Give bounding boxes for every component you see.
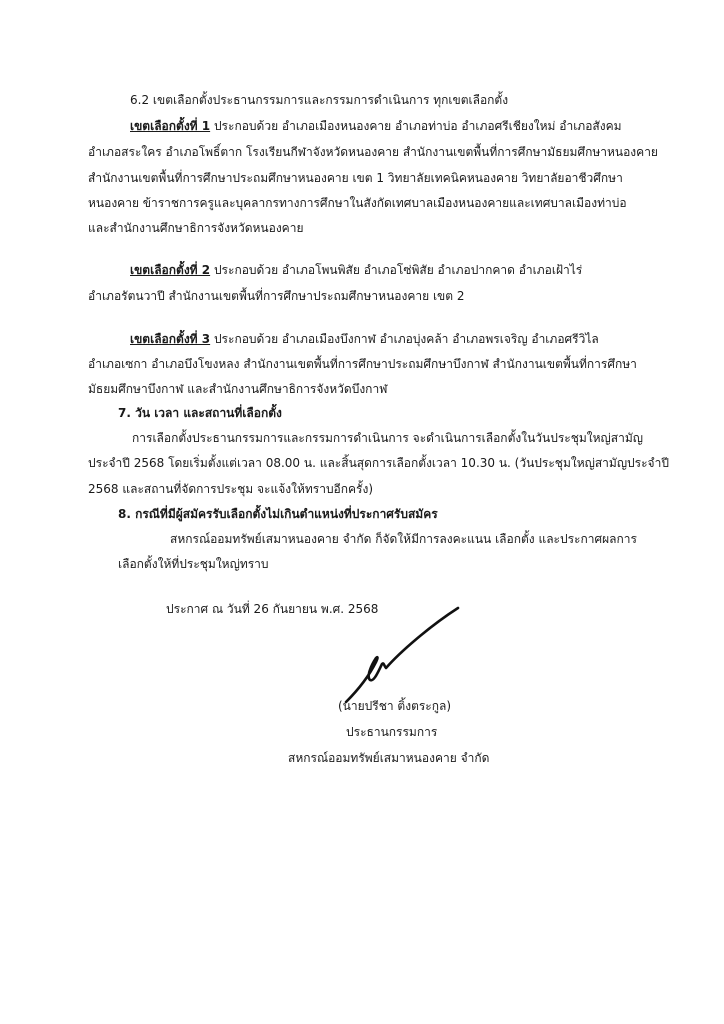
district-1-text-1: ประกอบด้วย อำเภอเมืองหนองคาย อำเภอท่าบ่อ อำเภอศรีเชียงใหม่ อำเภอสังคม [210, 119, 622, 133]
district-2-line-2: อำเภอรัตนวาปี สำนักงานเขตพื้นที่การศึกษาประถมศึกษาหนองคาย เขต 2 [88, 289, 465, 303]
section-62-heading: 6.2 เขตเลือกตั้งประธานกรรมการและกรรมการดำเนินการ ทุกเขตเลือกตั้ง [130, 93, 509, 107]
section-8-line-2: เลือกตั้งให้ที่ประชุมใหญ่ทราบ [118, 557, 269, 571]
section-8-heading: 8. กรณีที่มีผู้สมัครรับเลือกตั้งไม่เกินตำแหน่งที่ประกาศรับสมัคร [118, 507, 438, 521]
district-1-line-1 [130, 118, 622, 134]
section-7-line-2: ประจำปี 2568 โดยเริ่มตั้งแต่เวลา 08.00 น. และสิ้นสุดการเลือกตั้งเวลา 10.30 น. (วันประชุมใหญ่สามัญประจำปี [88, 456, 669, 470]
district-3-line-1 [130, 331, 599, 347]
section-8-line-1: สหกรณ์ออมทรัพย์เสมาหนองคาย จำกัด ก็จัดให้มีการลงคะแนน เลือกตั้ง และประกาศผลการ [170, 532, 637, 546]
district-1-line-5: และสำนักงานศึกษาธิการจังหวัดหนองคาย [88, 221, 304, 235]
signatory-name: (นายปรีชา ติ้งตระกูล) [338, 699, 452, 713]
section-7-line-3: 2568 และสถานที่จัดการประชุม จะแจ้งให้ทราบอีกครั้ง) [88, 482, 374, 496]
section-7-heading: 7. วัน เวลา และสถานที่เลือกตั้ง [118, 406, 282, 420]
signatory-title: ประธานกรรมการ [346, 725, 438, 739]
district-3-text-1: ประกอบด้วย อำเภอเมืองบึงกาฬ อำเภอบุ่งคล้า อำเภอพรเจริญ อำเภอศรีวิไล [210, 332, 599, 346]
district-2-label: เขตเลือกตั้งที่ 2 [130, 263, 211, 277]
district-3-line-2: อำเภอเซกา อำเภอบึงโขงหลง สำนักงานเขตพื้นที่การศึกษาประถมศึกษาบึงกาฬ สำนักงานเขตพื้นที่การศึกษา [88, 357, 637, 371]
district-3-line-3: มัธยมศึกษาบึงกาฬ และสำนักงานศึกษาธิการจังหวัดบึงกาฬ [88, 382, 388, 396]
district-1-line-3: สำนักงานเขตพื้นที่การศึกษาประถมศึกษาหนองคาย เขต 1 วิทยาลัยเทคนิคหนองคาย วิทยาลัยอาชีวศึกษา [88, 171, 623, 185]
district-1-label: เขตเลือกตั้งที่ 1 [130, 119, 211, 133]
signatory-organization: สหกรณ์ออมทรัพย์เสมาหนองคาย จำกัด [288, 751, 490, 765]
announcement-date: ประกาศ ณ วันที่ 26 กันยายน พ.ศ. 2568 [166, 602, 379, 616]
district-2-line-1 [130, 262, 582, 278]
district-3-label: เขตเลือกตั้งที่ 3 [130, 332, 211, 346]
district-1-line-4: หนองคาย ข้าราชการครูและบุคลากรทางการศึกษาในสังกัดเทศบาลเมืองหนองคายและเทศบาลเมืองท่าบ่อ [88, 196, 627, 210]
district-2-text-1: ประกอบด้วย อำเภอโพนพิสัย อำเภอโซ่พิสัย อำเภอปากคาด อำเภอเฝ้าไร่ [210, 263, 583, 277]
section-7-line-1: การเลือกตั้งประธานกรรมการและกรรมการดำเนินการ จะดำเนินการเลือกตั้งในวันประชุมใหญ่สามัญ [132, 431, 643, 445]
signature-icon [330, 600, 480, 710]
district-1-line-2: อำเภอสระใคร อำเภอโพธิ์ตาก โรงเรียนกีฬาจังหวัดหนองคาย สำนักงานเขตพื้นที่การศึกษามัธยมศึกษาหนองคาย [88, 145, 658, 159]
